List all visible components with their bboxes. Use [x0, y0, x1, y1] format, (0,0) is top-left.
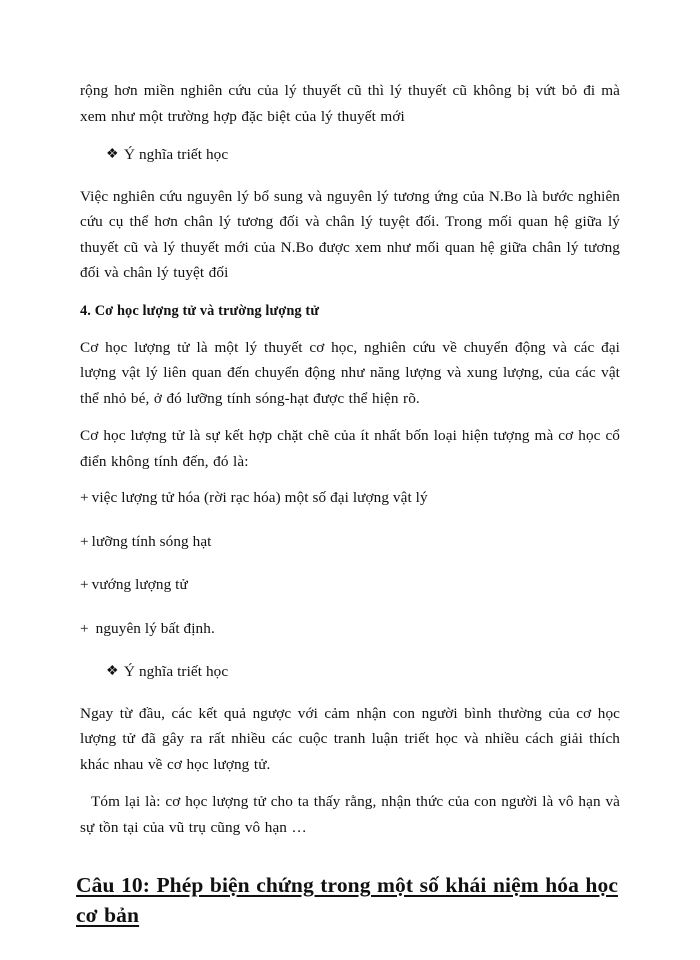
paragraph-tranh-luan-triet-hoc: Ngay từ đầu, các kết quả ngược với cảm nhận con người bình thường của cơ học lượng tử đã gây ra rất nhiều các cuộc tranh luận triết học và nhiều cách giải thích khác nhau về cơ học lượng tử.	[80, 704, 620, 773]
list-item	[80, 529, 620, 555]
paragraph-bon-loai-hien-tuong: Cơ học lượng tử là sự kết hợp chặt chẽ của ít nhất bốn loại hiện tượng mà cơ học cổ điển không tính đến, đó là:	[80, 427, 620, 470]
bullet-item-y-nghia-triet-hoc-1	[80, 142, 620, 168]
plus-bullet-icon: +	[80, 576, 89, 593]
paragraph-tom-lai: Tóm lại là: cơ học lượng tử cho ta thấy rằng, nhận thức của con người là vô hạn và sự tồn tại của vũ trụ cũng vô hạn …	[80, 793, 620, 836]
bullet-item-label: Ý nghĩa triết học	[124, 663, 229, 680]
list-item-label: vướng lượng tử	[91, 576, 188, 593]
section-heading-cau-10: Câu 10: Phép biện chứng trong một số khái niệm hóa học cơ bản	[76, 873, 618, 927]
list-item	[80, 572, 620, 598]
list-item-label: việc lượng tử hóa (rời rạc hóa) một số đại lượng vật lý	[91, 489, 428, 506]
list-item	[80, 616, 620, 642]
plus-bullet-icon: +	[80, 489, 89, 506]
paragraph-continuation: rộng hơn miền nghiên cứu của lý thuyết cũ thì lý thuyết cũ không bị vứt bỏ đi mà xem như một trường hợp đặc biệt của lý thuyết mới	[80, 82, 620, 125]
plus-bullet-icon: +	[80, 619, 89, 637]
diamond-bullet-icon: ❖	[106, 664, 119, 679]
list-item	[80, 485, 620, 511]
diamond-bullet-icon: ❖	[106, 147, 119, 162]
list-item-label: nguyên lý bất định.	[95, 619, 215, 637]
paragraph-dinh-nghia-co-hoc-luong-tu: Cơ học lượng tử là một lý thuyết cơ học, nghiên cứu về chuyển động và các đại lượng vật lý liên quan đến chuyển động như năng lượng và xung lượng, của các vật thể nhỏ bé, ở đó lưỡng tính sóng-hạt được thể hiện rõ.	[80, 338, 620, 407]
bullet-item-label: Ý nghĩa triết học	[124, 146, 229, 163]
paragraph-nguyen-ly-bo-sung: Việc nghiên cứu nguyên lý bổ sung và nguyên lý tương ứng của N.Bo là bước nghiên cứu cụ thể hơn chân lý tương đối và chân lý tuyệt đối. Trong mối quan hệ giữa lý thuyết cũ và lý thuyết mới của N.Bo được xem như mối quan hệ giữa chân lý tương đối và chân lý tuyệt đối	[80, 187, 620, 281]
page-content-column	[76, 78, 620, 930]
bullet-item-y-nghia-triet-hoc-2	[80, 659, 620, 685]
subheading-co-hoc-luong-tu: 4. Cơ học lượng tử và trường lượng tử	[80, 302, 320, 319]
list-item-label: lưỡng tính sóng hạt	[91, 532, 212, 550]
plus-bullet-icon: +	[80, 532, 89, 550]
